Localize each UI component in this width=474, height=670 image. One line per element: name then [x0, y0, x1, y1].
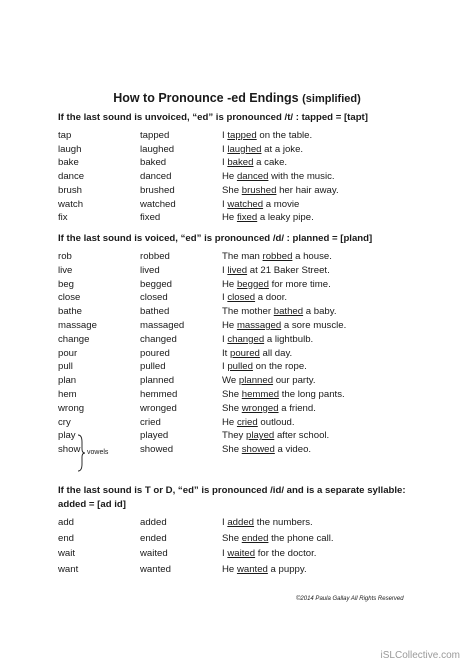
sentence-start: She [222, 444, 242, 456]
underlined-verb: cried [236, 416, 258, 428]
sentence-end: the numbers. [254, 517, 313, 528]
example-sentence [222, 251, 332, 262]
base-verb: brush [58, 184, 82, 196]
base-verb: want [58, 563, 79, 575]
underlined-verb: poured [230, 347, 260, 359]
sentence-start: I [222, 130, 228, 141]
past-tense: wronged [140, 402, 177, 414]
past-tense: begged [140, 278, 173, 290]
past-tense: ended [140, 532, 167, 544]
example-sentence [222, 417, 295, 428]
past-tense: hemmed [140, 389, 178, 400]
base-verb: wait [58, 548, 76, 560]
page-title [0, 91, 474, 105]
underlined-verb: danced [236, 171, 269, 183]
underlined-verb: robbed [262, 251, 293, 262]
title-sub: (simplified) [302, 93, 361, 105]
sentence-end: her hair away. [276, 184, 339, 196]
base-verb: play [58, 430, 76, 442]
sentence-end: outloud. [257, 416, 295, 428]
sentence-end: a house. [292, 251, 332, 262]
sentence-end: at 21 Baker Street. [247, 264, 330, 276]
base-verb: bathe [58, 306, 83, 318]
base-verb: cry [58, 416, 71, 428]
sentence-end: a cake. [253, 157, 288, 169]
past-tense: poured [140, 347, 170, 359]
sentence-start: I [222, 517, 228, 528]
base-verb: plan [58, 375, 77, 387]
underlined-verb: tapped [227, 130, 257, 141]
sentence-end: the phone call. [268, 532, 334, 544]
past-tense: baked [140, 157, 167, 169]
base-verb: end [58, 532, 75, 544]
underlined-verb: watched [227, 198, 264, 210]
base-verb: fix [58, 212, 68, 224]
example-sentence [222, 157, 287, 168]
past-tense: lived [140, 264, 160, 276]
sentence-end: a puppy. [267, 563, 307, 575]
sentence-end: on the rope. [252, 361, 307, 373]
example-sentence [222, 292, 287, 303]
past-tense: pulled [140, 361, 166, 373]
past-tense: fixed [140, 212, 161, 224]
example-sentence [222, 199, 299, 210]
base-verb: show [58, 444, 81, 456]
example-sentence [222, 334, 313, 345]
example-sentence [222, 279, 331, 290]
underlined-verb: begged [236, 278, 269, 290]
sentence-start: I [222, 333, 228, 345]
sentence-start: We [222, 375, 239, 387]
sentence-end: a baby. [303, 306, 337, 318]
sentence-start: I [222, 292, 228, 304]
example-sentence [222, 403, 316, 414]
watermark-text: iSLCollective.com [380, 650, 460, 661]
past-tense: brushed [140, 184, 175, 196]
underlined-verb: ended [241, 532, 269, 544]
underlined-verb: hemmed [241, 389, 280, 400]
base-verb: close [58, 292, 81, 304]
base-verb: laugh [58, 143, 82, 155]
sentence-start: She [222, 532, 242, 544]
example-sentence [222, 348, 292, 359]
example-sentence [222, 533, 334, 544]
base-verb: tap [58, 130, 72, 141]
sentence-start: It [222, 347, 230, 359]
example-sentence [222, 430, 329, 441]
base-verb: massage [58, 320, 97, 331]
underlined-verb: massaged [236, 320, 282, 331]
underlined-verb: baked [227, 157, 254, 169]
sentence-end: with the music. [268, 171, 335, 183]
sentence-end: after school. [274, 430, 330, 442]
sentence-end: at a joke. [261, 143, 304, 155]
example-sentence [222, 171, 335, 182]
past-tense: bathed [140, 306, 170, 318]
example-sentence [222, 212, 314, 223]
past-tense: laughed [140, 143, 175, 155]
underlined-verb: lived [227, 264, 248, 276]
sentence-end: a leaky pipe. [257, 212, 314, 224]
past-tense: cried [140, 416, 161, 428]
sentence-start: They [222, 430, 246, 442]
sentence-start: She [222, 389, 242, 400]
sentence-start: He [222, 416, 237, 428]
sentence-start: He [222, 563, 237, 575]
underlined-verb: closed [227, 292, 256, 304]
base-verb: watch [58, 198, 84, 210]
example-sentence [222, 130, 312, 141]
sentence-start: I [222, 143, 228, 155]
example-sentence [222, 389, 345, 400]
sentence-end: a sore muscle. [281, 320, 347, 331]
past-tense: danced [140, 171, 172, 183]
section-heading-t: If the last sound is unvoiced, “ed” is pronounced /t/ : tapped = [tapt] [58, 112, 368, 123]
example-sentence [222, 564, 307, 575]
sentence-start: The man [222, 251, 263, 262]
footer-bar [0, 630, 474, 670]
underlined-verb: planned [238, 375, 274, 387]
sentence-start: I [222, 548, 228, 560]
example-sentence [222, 306, 337, 317]
sentence-start: The mother [222, 306, 274, 318]
sentence-start: I [222, 361, 228, 373]
sentence-start: He [222, 212, 237, 224]
underlined-verb: showed [241, 444, 275, 456]
underlined-verb: changed [227, 333, 265, 345]
underlined-verb: waited [227, 548, 256, 560]
sentence-start: I [222, 157, 228, 169]
past-tense: added [140, 517, 167, 528]
sentence-start: He [222, 278, 237, 290]
copyright-text: ©2014 Paula Gallay All Rights Reserved [296, 596, 404, 602]
underlined-verb: laughed [227, 143, 262, 155]
sentence-end: a video. [274, 444, 312, 456]
underlined-verb: wronged [241, 402, 279, 414]
past-tense: closed [140, 292, 168, 304]
past-tense: massaged [140, 320, 185, 331]
sentence-end: a door. [255, 292, 288, 304]
section-heading-d: If the last sound is voiced, “ed” is pronounced /d/ : planned = [pland] [58, 233, 373, 244]
vowels-brace-icon [77, 434, 85, 472]
past-tense: changed [140, 333, 177, 345]
base-verb: live [58, 264, 73, 276]
sentence-end: the long pants. [279, 389, 345, 400]
example-sentence [222, 375, 316, 386]
past-tense: waited [140, 548, 168, 560]
past-tense: wanted [140, 563, 171, 575]
base-verb: change [58, 333, 90, 345]
example-sentence [222, 185, 339, 196]
underlined-verb: bathed [273, 306, 304, 318]
base-verb: bake [58, 157, 79, 169]
underlined-verb: brushed [241, 184, 277, 196]
sentence-end: for more time. [268, 278, 331, 290]
sentence-start: She [222, 184, 242, 196]
sentence-start: She [222, 402, 242, 414]
past-tense: planned [140, 375, 175, 387]
example-sentence [222, 444, 311, 455]
past-tense: played [140, 430, 169, 442]
sentence-start: He [222, 171, 237, 183]
past-tense: watched [140, 198, 176, 210]
sentence-end: a friend. [278, 402, 316, 414]
sentence-end: all day. [259, 347, 293, 359]
underlined-verb: played [246, 430, 275, 442]
example-sentence [222, 361, 307, 372]
past-tense: showed [140, 444, 174, 456]
sentence-start: He [222, 320, 237, 331]
vowels-note: vowels [87, 449, 109, 456]
underlined-verb: wanted [236, 563, 268, 575]
sentence-end: a lightbulb. [264, 333, 314, 345]
past-tense: tapped [140, 130, 170, 141]
section-heading-id-example: added = [ad id] [58, 499, 126, 510]
underlined-verb: pulled [227, 361, 253, 373]
example-sentence [222, 144, 303, 155]
sentence-start: I [222, 198, 228, 210]
base-verb: hem [58, 389, 77, 400]
title-main: How to Pronounce -ed Endings [113, 91, 299, 105]
example-sentence [222, 517, 313, 528]
base-verb: beg [58, 278, 75, 290]
base-verb: pour [58, 347, 78, 359]
sentence-end: our party. [273, 375, 316, 387]
section-heading-id: If the last sound is T or D, “ed” is pronounced /id/ and is a separate syllable: [58, 485, 406, 496]
sentence-end: a movie [263, 198, 300, 210]
sentence-end: for the doctor. [255, 548, 317, 560]
sentence-start: I [222, 264, 228, 276]
underlined-verb: added [227, 517, 255, 528]
base-verb: add [58, 517, 75, 528]
underlined-verb: fixed [236, 212, 258, 224]
base-verb: pull [58, 361, 73, 373]
past-tense: robbed [140, 251, 170, 262]
base-verb: dance [58, 171, 85, 183]
example-sentence [222, 548, 316, 559]
example-sentence [222, 265, 330, 276]
base-verb: rob [58, 251, 72, 262]
sentence-end: on the table. [256, 130, 313, 141]
base-verb: wrong [58, 402, 85, 414]
example-sentence [222, 320, 346, 331]
